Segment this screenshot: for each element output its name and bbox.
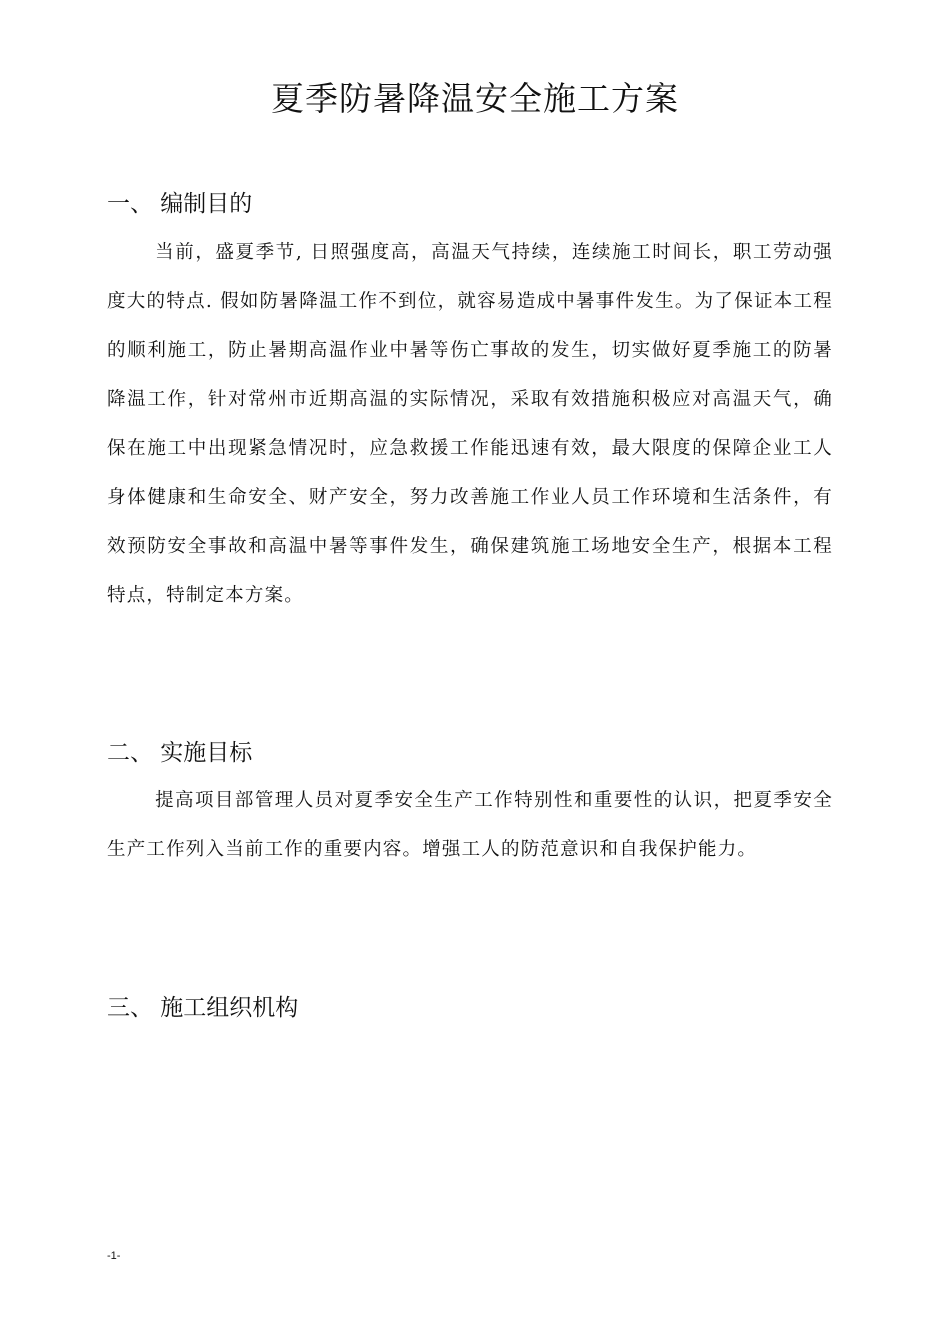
page-number: -1- [107, 1250, 121, 1262]
section-paragraph-goals: 提高项目部管理人员对夏季安全生产工作特别性和重要性的认识，把夏季安全生产工作列入当前工作的重要内容。增强工人的防范意识和自我保护能力。 [107, 790, 833, 860]
section-heading-organization: 三、 施工组织机构 [107, 995, 299, 1021]
document-title: 夏季防暑降温安全施工方案 [271, 79, 679, 118]
section-paragraph-purpose: 当前，盛夏季节, 日照强度高，高温天气持续，连续施工时间长，职工劳动强度大的特点. 假如防暑降温工作不到位，就容易造成中暑事件发生。为了保证本工程的顺利施工，防止暑期高温作业中暑等伤亡事故的发生，切实做好夏季施工的防暑降温工作，针对常州市近期高温的实际情况，采取有效措施积极应对高温天气，确保在施工中出现紧急情况时，应急救援工作能迅速有效，最大限度的保障企业工人身体健康和生命安全、财产安全，努力改善施工作业人员工作环境和生活条件，有效预防安全事故和高温中暑等事件发生，确保建筑施工场地安全生产，根据本工程特点，特制定本方案。 [107, 242, 833, 606]
section-heading-purpose: 一、 编制目的 [107, 191, 253, 217]
section-heading-goals: 二、 实施目标 [107, 740, 253, 766]
